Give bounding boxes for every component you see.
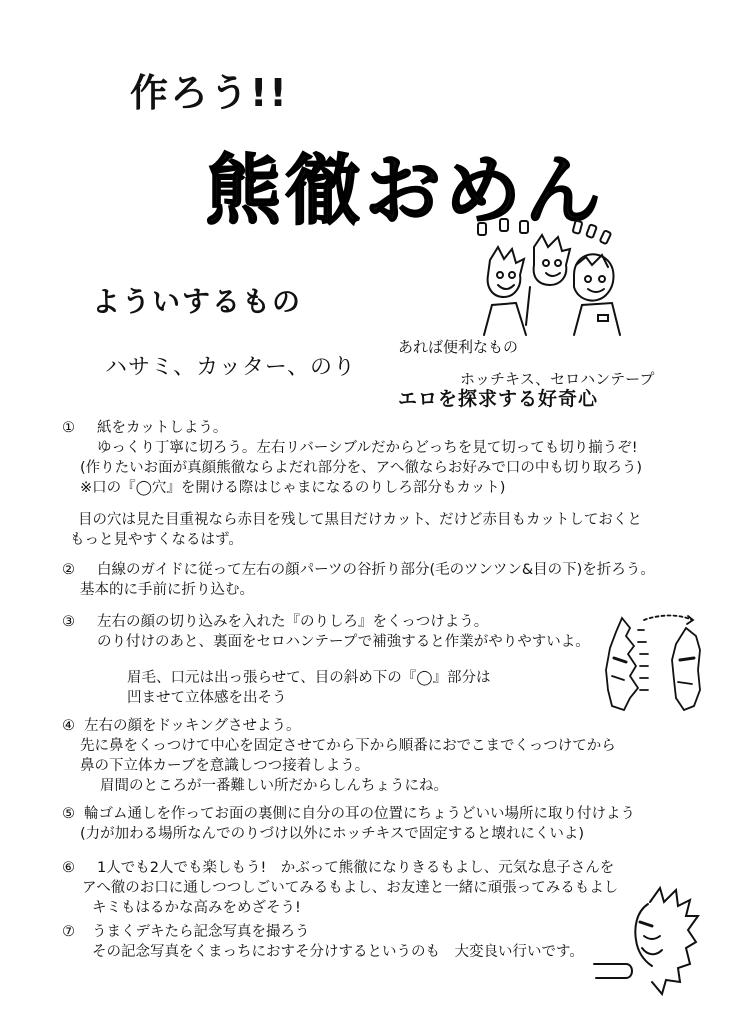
- step-4-line-3: 鼻の下立体カーブを意識しつつ接着しよう。: [80, 758, 370, 774]
- step-3-number: ③: [62, 614, 75, 630]
- prep-heading: よういするもの: [92, 285, 303, 318]
- step-5-line-1: 輪ゴム通しを作ってお面の裏側に自分の耳の位置にちょうどいい場所に取り付けよう: [84, 806, 635, 822]
- curiosity-item: エロを探求する好奇心: [398, 388, 599, 410]
- step-6-number: ⑥: [62, 860, 75, 876]
- step-2: [62, 560, 655, 600]
- step-6-line-2: アへ徹のお口に通しつつしごいてみるもよし、お友達と一緒に頑張ってみるもよし: [82, 880, 619, 896]
- step-3-note-line-1: 眉毛、口元は出っ張らせて、目の斜め下の『◯』部分は: [127, 670, 491, 686]
- step-2-line-1: 白線のガイドに従って左右の顔パーツの谷折り部分(毛のツンツン&目の下)を折ろう。: [97, 562, 655, 578]
- characters-sketch-icon: [470, 215, 630, 340]
- step-1-line-2: ゆっくり丁寧に切ろう。左右リバーシブルだからどっちを見て切っても切り揃うぞ!: [97, 440, 638, 456]
- step-1-number: ①: [62, 420, 75, 436]
- step-1-note-line-1: 目の穴は見た目重視なら赤目を残して黒目だけカット、だけど赤目もカットしておくと: [78, 512, 642, 528]
- step-5-number: ⑤: [62, 806, 75, 822]
- character-corner-sketch-icon: [590, 882, 715, 1002]
- optional-heading: あれば便利なもの: [398, 338, 519, 356]
- step-4-number: ④: [62, 718, 75, 734]
- step-3-line-2: のり付けのあと、裏面をセロハンテープで補強すると作業がやりやすいよ。: [97, 634, 590, 650]
- step-6-line-1: 1人でも2人でも楽しもう! かぶって熊徹になりきるもよし、元気な息子さんを: [97, 860, 615, 876]
- step-4: [62, 716, 616, 796]
- step-2-number: ②: [62, 562, 75, 578]
- step-1: [62, 418, 642, 498]
- step-1-line-1: 紙をカットしよう。: [97, 420, 228, 436]
- sub-title: 作ろう!!: [130, 71, 289, 115]
- step-5: [62, 804, 635, 844]
- step-5-line-2: (力が加わる場所なんでのりづけ以外にホッチキスで固定すると壊れにくいよ): [80, 826, 585, 842]
- step-6: [62, 858, 618, 918]
- prep-items: ハサミ、カッター、のり: [105, 355, 357, 380]
- step-1-line-3: (作りたいお面が真顔熊徹ならよだれ部分を、アへ徹ならお好みで口の中も切り取ろう): [80, 460, 643, 476]
- step-1-note-line-2: もっと見やすくなるはず。: [70, 532, 243, 548]
- step-4-line-1: 左右の顔をドッキングさせよう。: [84, 718, 301, 734]
- step-1-note: [70, 510, 642, 550]
- optional-items: ホッチキス、セロハンテープ: [460, 370, 655, 388]
- step-3: [62, 612, 590, 652]
- main-title: 熊徹おめん: [205, 146, 605, 235]
- step-6-line-3: キミもはるかな高みをめざそう!: [92, 900, 301, 916]
- step-7-number: ⑦: [62, 924, 75, 940]
- step-7-line-2: その記念写真をくまっちにおすそ分けするというのも 大変良い行いです。: [92, 944, 584, 960]
- step-4-line-4: 眉間のところが一番難しい所だからしんちょうにね。: [100, 778, 448, 794]
- step-3-line-1: 左右の顔の切り込みを入れた『のりしろ』をくっつけよう。: [97, 614, 489, 630]
- step-3-note: [127, 668, 491, 708]
- step-3-note-line-2: 凹ませて立体感を出そう: [127, 690, 287, 706]
- step-7: [62, 922, 584, 962]
- step-1-line-4: ※口の『◯穴』を開ける際はじゃまになるのりしろ部分もカット): [80, 480, 506, 496]
- step-7-line-1: うまくデキたら記念写真を撮ろう: [92, 924, 310, 940]
- step-2-line-2: 基本的に手前に折り込む。: [80, 582, 254, 598]
- step-4-line-2: 先に鼻をくっつけて中心を固定させてから下から順番におでこまでくっつけてから: [80, 738, 616, 754]
- mask-folding-diagram-icon: [600, 610, 715, 720]
